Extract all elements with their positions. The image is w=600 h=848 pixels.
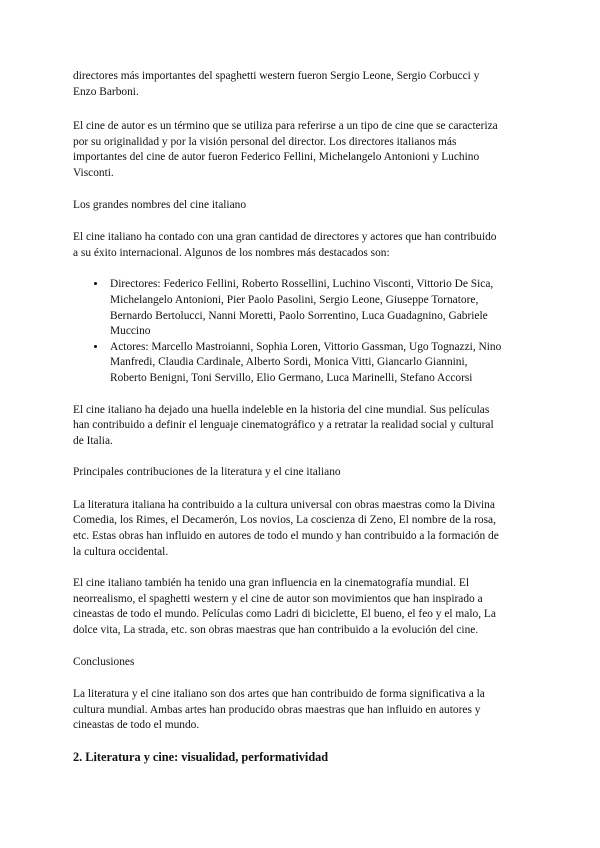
subheading-conclusiones: Conclusiones	[73, 655, 135, 668]
paragraph-intro-nombres: El cine italiano ha contado con una gran cantidad de directores y actores que han contribuido a su éxito internacional. Algunos de los nombres más destacados son:	[73, 231, 497, 259]
paragraph-cine-de-autor: El cine de autor es un término que se utiliza para referirse a un tipo de cine que se caracteriza por su originalidad y por la visión personal del director. Los directores italianos más importantes del cine de autor fueron Federico Fellini, Michelangelo Antonioni y Luchino Visconti.	[73, 120, 498, 179]
list-item-directores: • Directores: Federico Fellini, Roberto Rossellini, Luchino Visconti, Vittorio De Sica, Michelangelo Antonioni, Pier Paolo Pasolini, Sergio Leone, Giuseppe Tornatore, Bernardo Bertolucci, Nanni Moretti, Paolo Sorrentino, Luca Guadagnino, Gabriele Muccino	[107, 277, 504, 339]
subheading-contribuciones: Principales contribuciones de la literatura y el cine italiano	[73, 466, 341, 479]
list-item-actores: • Actores: Marcello Mastroianni, Sophia Loren, Vittorio Gassman, Ugo Tognazzi, Nino Manfredi, Claudia Cardinale, Alberto Sordi, Monica Vitti, Giancarlo Giannini, Roberto Benigni, Toni Servillo, Elio Germano, Luca Marinelli, Stefano Accorsi	[107, 340, 504, 387]
paragraph-spaghetti-directors: directores más importantes del spaghetti western fueron Sergio Leone, Sergio Corbucci y Enzo Barboni.	[73, 70, 480, 98]
section-title: 2. Literatura y cine: visualidad, performatividad	[73, 750, 329, 764]
subheading-grandes-nombres: Los grandes nombres del cine italiano	[73, 198, 247, 211]
names-list	[73, 277, 504, 386]
paragraph-literatura-italiana: La literatura italiana ha contribuido a la cultura universal con obras maestras como la Divina Comedia, los Rimes, el Decamerón, Los novios, La coscienza di Zeno, El nombre de la rosa, etc. Estas obras han influido en autores de todo el mundo y han contribuido a la formación de la cultura occidental.	[73, 498, 499, 558]
paragraph-cine-influencia: El cine italiano también ha tenido una gran influencia en la cinematografía mundial. El neorrealismo, el spaghetti western y el cine de autor son movimientos que han inspirado a cineastas de todo el mundo. Películas como Ladri di biciclette, El bueno, el feo y el malo, La dolce vita, La strada, etc. son obras maestras que han contribuido a la evolución del cine.	[73, 577, 496, 637]
paragraph-conclusion: La literatura y el cine italiano son dos artes que han contribuido de forma significativa a la cultura mundial. Ambas artes han producido obras maestras que han influido en autores y cineastas de todo el mundo.	[73, 688, 485, 732]
paragraph-huella: El cine italiano ha dejado una huella indeleble en la historia del cine mundial. Sus películas han contribuido a definir el lenguaje cinematográfico y a retratar la realidad social y cultural de Italia.	[73, 403, 494, 447]
